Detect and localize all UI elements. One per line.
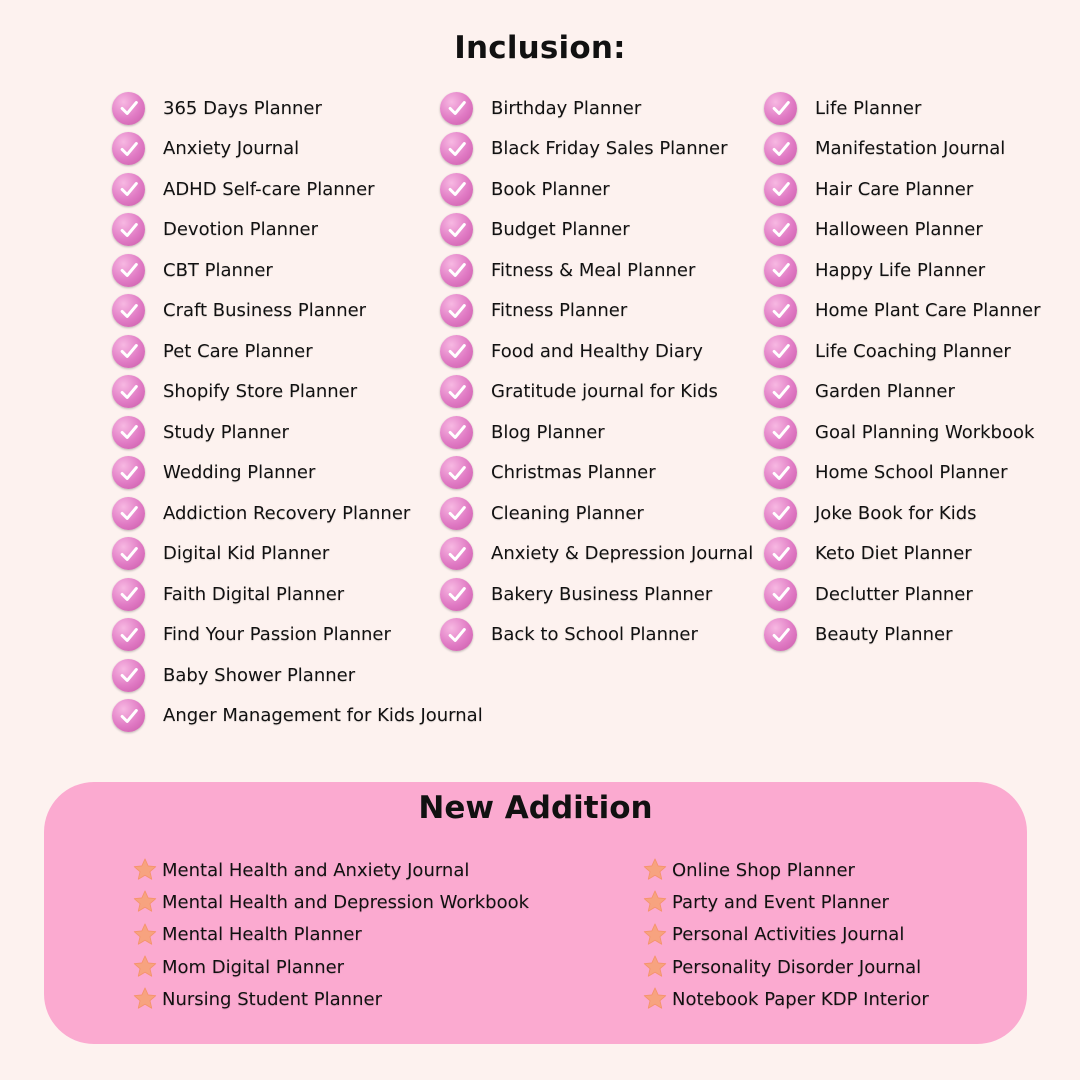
- checkmark-circle-icon: [764, 537, 797, 570]
- new-addition-item: [132, 983, 529, 1015]
- checklist-item-label: ADHD Self-care Planner: [163, 178, 375, 200]
- checklist-item: [764, 88, 1041, 129]
- new-addition-item-label: Personal Activities Journal: [672, 924, 905, 946]
- checklist-item: [440, 88, 753, 129]
- checkmark-circle-icon: [764, 416, 797, 449]
- checklist-item-label: Birthday Planner: [491, 97, 642, 119]
- checkmark-circle-icon: [112, 699, 145, 732]
- checkmark-circle-icon: [440, 132, 473, 165]
- checklist-item: [440, 169, 753, 210]
- checkmark-circle-icon: [112, 254, 145, 287]
- star-icon: [132, 857, 158, 883]
- star-icon: [642, 922, 668, 948]
- checkmark-circle-icon: [764, 456, 797, 489]
- checkmark-circle-icon: [112, 618, 145, 651]
- new-addition-item-label: Notebook Paper KDP Interior: [672, 988, 929, 1010]
- checklist-item: [112, 615, 483, 656]
- checklist-item: [764, 534, 1041, 575]
- checklist-item: [764, 574, 1041, 615]
- checklist-item-label: Gratitude journal for Kids: [491, 381, 718, 403]
- checkmark-circle-icon: [440, 578, 473, 611]
- checkmark-circle-icon: [764, 213, 797, 246]
- checklist-item-label: Anxiety & Depression Journal: [491, 543, 754, 565]
- checkmark-circle-icon: [112, 294, 145, 327]
- checklist-item: [764, 493, 1041, 534]
- checkmark-circle-icon: [440, 497, 473, 530]
- checkmark-circle-icon: [112, 213, 145, 246]
- checklist-item-label: Wedding Planner: [163, 462, 316, 484]
- checkmark-circle-icon: [440, 294, 473, 327]
- checkmark-circle-icon: [440, 416, 473, 449]
- new-addition-item-label: Mental Health and Depression Workbook: [162, 891, 530, 913]
- checkmark-circle-icon: [112, 335, 145, 368]
- checklist-item: [440, 250, 753, 291]
- star-icon: [132, 954, 158, 980]
- star-icon: [642, 986, 668, 1012]
- new-addition-item-label: Mom Digital Planner: [162, 956, 345, 978]
- checkmark-circle-icon: [112, 497, 145, 530]
- checkmark-circle-icon: [112, 132, 145, 165]
- checkmark-circle-icon: [764, 132, 797, 165]
- new-addition-item-label: Nursing Student Planner: [162, 988, 382, 1010]
- checklist-item-label: Food and Healthy Diary: [491, 340, 703, 362]
- checklist-item: [764, 412, 1041, 453]
- checklist-item: [764, 169, 1041, 210]
- checklist-item-label: Fitness & Meal Planner: [491, 259, 696, 281]
- checklist-item: [440, 615, 753, 656]
- checklist-item-label: Joke Book for Kids: [815, 502, 977, 524]
- checklist-item-label: Happy Life Planner: [815, 259, 986, 281]
- checklist-item: [440, 574, 753, 615]
- checkmark-circle-icon: [764, 497, 797, 530]
- checkmark-circle-icon: [440, 618, 473, 651]
- checklist-item-label: Life Planner: [815, 97, 922, 119]
- new-addition-item-label: Mental Health Planner: [162, 924, 362, 946]
- star-icon: [642, 857, 668, 883]
- checklist-item-label: Beauty Planner: [815, 624, 953, 646]
- checkmark-circle-icon: [440, 213, 473, 246]
- checklist-item-label: Pet Care Planner: [163, 340, 313, 362]
- checklist-item: [764, 129, 1041, 170]
- checkmark-circle-icon: [440, 335, 473, 368]
- checklist-item: [440, 291, 753, 332]
- new-addition-item: [642, 886, 929, 918]
- new-addition-item: [132, 951, 529, 983]
- checklist-item-label: Faith Digital Planner: [163, 583, 345, 605]
- checklist-item: [440, 210, 753, 251]
- checklist-item-label: Goal Planning Workbook: [815, 421, 1035, 443]
- new-addition-column-1: [132, 854, 529, 1015]
- checkmark-circle-icon: [764, 173, 797, 206]
- new-addition-item-label: Online Shop Planner: [672, 859, 855, 881]
- checkmark-circle-icon: [112, 173, 145, 206]
- new-addition-column-2: [642, 854, 929, 1015]
- new-addition-item-label: Mental Health and Anxiety Journal: [162, 859, 470, 881]
- checklist-item: [764, 291, 1041, 332]
- checklist-item-label: Christmas Planner: [491, 462, 656, 484]
- checklist-item: [764, 372, 1041, 413]
- checkmark-circle-icon: [112, 578, 145, 611]
- checklist-item-label: Anxiety Journal: [163, 138, 300, 160]
- checklist-item-label: Baby Shower Planner: [163, 664, 356, 686]
- checkmark-circle-icon: [764, 335, 797, 368]
- checklist-item: [112, 412, 483, 453]
- checklist-item: [112, 574, 483, 615]
- checklist-item: [112, 169, 483, 210]
- checklist-item: [764, 453, 1041, 494]
- checklist-item: [440, 331, 753, 372]
- checklist-item-label: Keto Diet Planner: [815, 543, 972, 565]
- checklist-item-label: Shopify Store Planner: [163, 381, 358, 403]
- checklist-item: [764, 331, 1041, 372]
- checkmark-circle-icon: [112, 375, 145, 408]
- checklist-item: [112, 210, 483, 251]
- checklist-item-label: Study Planner: [163, 421, 289, 443]
- checklist-item-label: Garden Planner: [815, 381, 955, 403]
- new-addition-item: [642, 983, 929, 1015]
- checklist-item-label: Hair Care Planner: [815, 178, 974, 200]
- checkmark-circle-icon: [764, 618, 797, 651]
- new-addition-item: [132, 886, 529, 918]
- checklist-item-label: Black Friday Sales Planner: [491, 138, 728, 160]
- checklist-item: [112, 493, 483, 534]
- checklist-item: [112, 372, 483, 413]
- new-addition-item: [132, 919, 529, 951]
- checklist-item-label: Devotion Planner: [163, 219, 318, 241]
- new-addition-item-label: Personality Disorder Journal: [672, 956, 922, 978]
- checklist-item-label: Addiction Recovery Planner: [163, 502, 411, 524]
- checklist-item: [764, 210, 1041, 251]
- checklist-item: [440, 453, 753, 494]
- checkmark-circle-icon: [764, 294, 797, 327]
- checkmark-circle-icon: [440, 254, 473, 287]
- checklist-item-label: Home School Planner: [815, 462, 1008, 484]
- checkmark-circle-icon: [112, 659, 145, 692]
- checkmark-circle-icon: [440, 375, 473, 408]
- checklist-item: [440, 412, 753, 453]
- inclusion-column-2: [440, 88, 753, 655]
- checklist-item-label: Digital Kid Planner: [163, 543, 330, 565]
- checkmark-circle-icon: [764, 254, 797, 287]
- checklist-item: [112, 696, 483, 737]
- checklist-item: [440, 372, 753, 413]
- star-icon: [132, 922, 158, 948]
- checklist-item-label: Budget Planner: [491, 219, 630, 241]
- star-icon: [642, 889, 668, 915]
- checkmark-circle-icon: [764, 578, 797, 611]
- checklist-item-label: Back to School Planner: [491, 624, 698, 646]
- checklist-item-label: 365 Days Planner: [163, 97, 322, 119]
- star-icon: [132, 889, 158, 915]
- checkmark-circle-icon: [440, 456, 473, 489]
- checklist-item-label: Bakery Business Planner: [491, 583, 713, 605]
- new-addition-item: [132, 854, 529, 886]
- checkmark-circle-icon: [440, 173, 473, 206]
- checkmark-circle-icon: [112, 537, 145, 570]
- checklist-item: [112, 534, 483, 575]
- checklist-item-label: Blog Planner: [491, 421, 605, 443]
- checklist-item: [112, 129, 483, 170]
- checklist-item-label: Declutter Planner: [815, 583, 973, 605]
- checkmark-circle-icon: [112, 92, 145, 125]
- checklist-item: [112, 655, 483, 696]
- checklist-item-label: Cleaning Planner: [491, 502, 644, 524]
- new-addition-item: [642, 919, 929, 951]
- checklist-item-label: Home Plant Care Planner: [815, 300, 1041, 322]
- checklist-item-label: Craft Business Planner: [163, 300, 367, 322]
- new-addition-title: New Addition: [418, 790, 653, 826]
- inclusion-column-1: [112, 88, 483, 736]
- checklist-item: [440, 129, 753, 170]
- inclusion-column-3: [764, 88, 1041, 655]
- checkmark-circle-icon: [440, 92, 473, 125]
- checkmark-circle-icon: [112, 456, 145, 489]
- checkmark-circle-icon: [764, 92, 797, 125]
- checklist-item: [112, 88, 483, 129]
- checklist-item-label: CBT Planner: [163, 259, 273, 281]
- checkmark-circle-icon: [440, 537, 473, 570]
- new-addition-item: [642, 951, 929, 983]
- checklist-item-label: Fitness Planner: [491, 300, 628, 322]
- new-addition-panel: [44, 782, 1027, 1044]
- checklist-item: [112, 331, 483, 372]
- checklist-item: [764, 615, 1041, 656]
- checklist-item: [112, 291, 483, 332]
- checklist-item: [112, 250, 483, 291]
- checklist-item: [112, 453, 483, 494]
- new-addition-item: [642, 854, 929, 886]
- checklist-item-label: Manifestation Journal: [815, 138, 1006, 160]
- checklist-item: [764, 250, 1041, 291]
- star-icon: [132, 986, 158, 1012]
- inclusion-title: Inclusion:: [454, 30, 626, 66]
- checklist-item: [440, 493, 753, 534]
- checklist-item-label: Halloween Planner: [815, 219, 983, 241]
- checklist-item: [440, 534, 753, 575]
- checkmark-circle-icon: [764, 375, 797, 408]
- checklist-item-label: Anger Management for Kids Journal: [163, 705, 483, 727]
- new-addition-item-label: Party and Event Planner: [672, 891, 889, 913]
- checkmark-circle-icon: [112, 416, 145, 449]
- checklist-item-label: Find Your Passion Planner: [163, 624, 391, 646]
- checklist-item-label: Book Planner: [491, 178, 610, 200]
- star-icon: [642, 954, 668, 980]
- checklist-item-label: Life Coaching Planner: [815, 340, 1011, 362]
